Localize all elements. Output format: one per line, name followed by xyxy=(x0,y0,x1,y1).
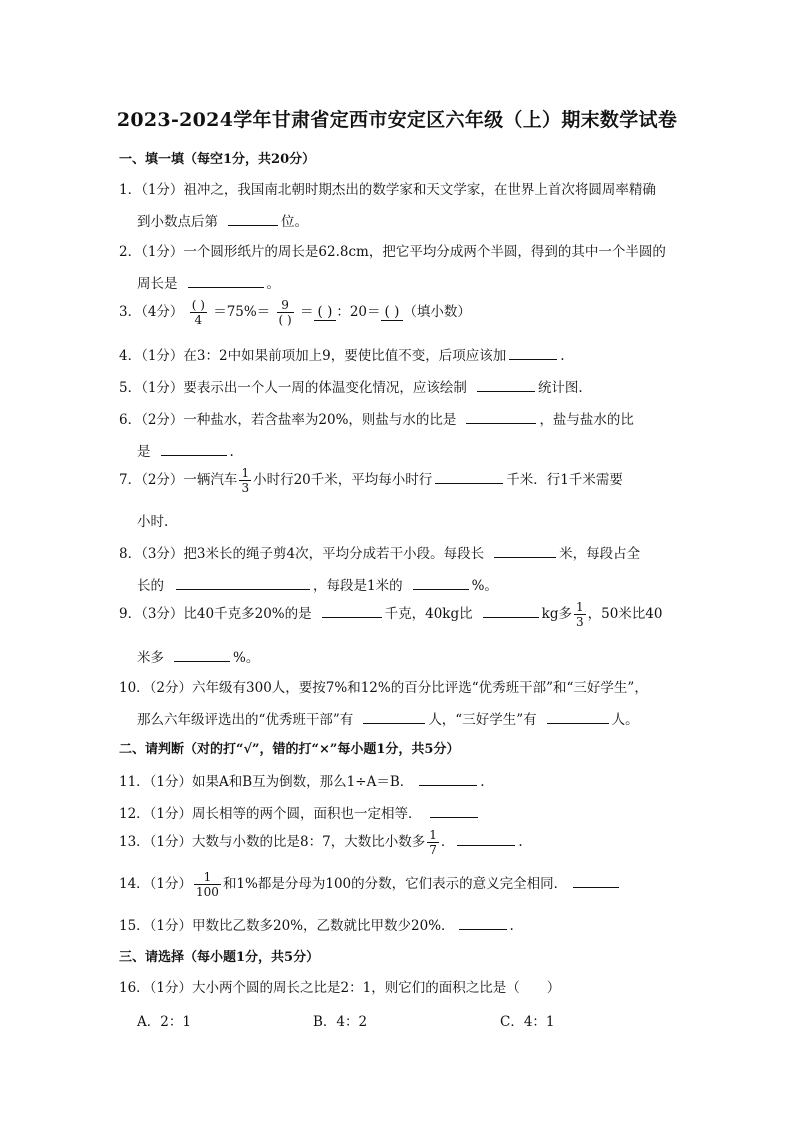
answer-blank[interactable] xyxy=(174,648,230,662)
question-16: 16．（1分）大小两个圆的周长之比是2：1，则它们的面积之比是（ ） xyxy=(119,980,561,996)
answer-blank[interactable] xyxy=(419,772,477,786)
question-2-line2: 周长是 。 xyxy=(137,276,280,292)
answer-blank[interactable] xyxy=(459,916,507,930)
answer-blank[interactable] xyxy=(477,378,535,392)
question-7-line2: 小时. xyxy=(137,514,169,530)
answer-blank[interactable] xyxy=(413,576,469,590)
section-heading-choose: 三、请选择（每小题1分，共5分） xyxy=(119,950,320,965)
question-9-line2: 米多 %。 xyxy=(137,650,260,666)
fraction: $\frac{( )}{4}$ xyxy=(191,298,205,327)
exam-title: 2023-2024学年甘肃省定西市安定区六年级（上）期末数学试卷 xyxy=(116,109,678,131)
answer-blank[interactable] xyxy=(547,710,609,724)
question-9-line1: 9．（3分）比40千克多20%的是 千克，40kg比 kg多 $\frac{1}{3}$ ，50米比40 xyxy=(119,600,663,629)
answer-blank[interactable] xyxy=(509,346,557,360)
answer-blank[interactable] xyxy=(466,410,536,424)
option-c[interactable]: C．4：1 xyxy=(500,1014,555,1030)
question-8-line1: 8．（3分）把3米长的绳子剪4次，平均分成若干小段。每段长 米，每段占全 xyxy=(119,546,641,562)
answer-blank[interactable] xyxy=(494,544,556,558)
question-2-line1: 2．（1分）一个圆形纸片的周长是62.8cm，把它平均分成两个半圆，得到的其中一个半圆的 xyxy=(119,244,666,260)
question-10-line1: 10．（2分）六年级有300人，要按7%和12%的百分比评选“优秀班干部”和“三好学生”， xyxy=(119,680,648,696)
question-11: 11．（1分）如果A和B互为倒数，那么1÷A＝B． . xyxy=(119,774,485,790)
answer-blank[interactable] xyxy=(228,212,278,226)
answer-blank[interactable] xyxy=(483,604,539,618)
question-8-line2: 长的 ，每段是1米的 %。 xyxy=(137,578,498,594)
fraction: $\frac{1}{3}$ xyxy=(575,600,584,629)
question-5: 5．（1分）要表示出一个人一周的体温变化情况，应该绘制 统计图. xyxy=(119,380,583,396)
question-1-line1: 1．（1分）祖冲之，我国南北朝时期杰出的数学家和天文学家，在世界上首次将圆周率精确 xyxy=(119,182,656,198)
question-6-line1: 6．（2分）一种盐水，若含盐率为20%，则盐与水的比是 ，盐与盐水的比 xyxy=(119,412,634,428)
answer-blank[interactable] xyxy=(161,442,227,456)
question-4: 4．（1分）在3：2中如果前项加上9，要使比值不变，后项应该加 . xyxy=(119,348,565,364)
answer-blank[interactable]: ( ) xyxy=(314,304,337,321)
fraction: $\frac{1}{100}$ xyxy=(196,870,219,899)
question-7-line1: 7．（2分）一辆汽车 $\frac{1}{3}$ 小时行20千米，平均每小时行 千米．行1千米需要 xyxy=(119,466,623,495)
answer-blank[interactable] xyxy=(188,274,264,288)
question-6-line2: 是 . xyxy=(137,444,234,460)
question-1-line2: 到小数点后第 位。 xyxy=(137,214,308,230)
question-10-line2: 那么六年级评选出的“优秀班干部”有 人，“三好学生”有 人。 xyxy=(137,712,639,728)
answer-blank[interactable] xyxy=(457,832,515,846)
section-heading-judge: 二、请判断（对的打“√”，错的打“×”每小题1分，共5分） xyxy=(119,742,460,757)
question-12: 12．（1分）周长相等的两个圆，面积也一定相等． xyxy=(119,802,679,822)
fraction: $\frac{1}{7}$ xyxy=(429,828,437,857)
question-13: 13．（1分）大数与小数的比是8：7，大数比小数多 $\frac{1}{7}$ ． . xyxy=(119,828,523,857)
option-b[interactable]: B．4：2 xyxy=(313,1014,368,1030)
fraction: $\frac{9}{( )}$ xyxy=(278,298,292,327)
answer-blank[interactable] xyxy=(573,874,619,888)
answer-blank[interactable] xyxy=(430,804,478,818)
answer-blank[interactable] xyxy=(176,576,310,590)
answer-blank[interactable]: ( ) xyxy=(381,304,404,321)
option-a[interactable]: A．2：1 xyxy=(137,1014,191,1030)
question-3: 3．（4分） $\frac{( )}{4}$ ＝75%＝ $\frac{9}{( )}$ ＝ ( ) ：20＝ ( ) （填小数） xyxy=(119,298,471,327)
answer-blank[interactable] xyxy=(322,604,382,618)
answer-blank[interactable] xyxy=(435,470,503,484)
question-15: 15．（1分）甲数比乙数多20%，乙数就比甲数少20%． . xyxy=(119,918,514,934)
section-heading-fill: 一、填一填（每空1分，共20分） xyxy=(119,152,316,167)
answer-blank[interactable] xyxy=(363,710,425,724)
question-14: 14．（1分） $\frac{1}{100}$ 和1%都是分母为100的分数，它们表示的意义完全相同． xyxy=(119,870,679,899)
fraction: $\frac{1}{3}$ xyxy=(241,466,250,495)
